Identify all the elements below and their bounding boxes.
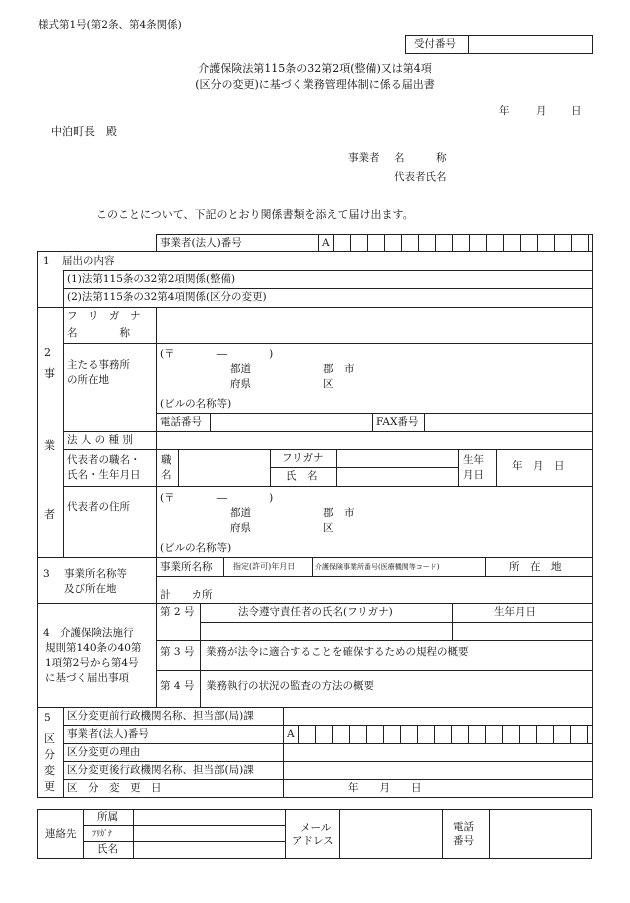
change-corp-prefix: A — [287, 728, 295, 740]
section3-label-2: 及び所在地 — [64, 583, 117, 595]
section5-char-ku: 区 — [44, 732, 55, 745]
form-number: 様式第1号(第2条、第4条関係) — [38, 19, 182, 31]
intro-text: このことについて、下記のとおり関係書類を添えて届け出ます。 — [96, 208, 414, 221]
section3-num: 3 — [43, 568, 50, 580]
office-total: 計 カ所 — [160, 589, 213, 601]
rep-mei: 名 — [161, 469, 172, 481]
receipt-box — [405, 35, 593, 54]
section4-label-1: 介護保険法施行 — [60, 627, 134, 639]
compliance-birth-header: 生年月日 — [494, 606, 536, 618]
rep-label-2: 氏名・生年月日 — [67, 469, 141, 481]
change-before-label: 区分変更前行政機関名称、担当部(局)課 — [67, 710, 254, 722]
section2-char-gyo: 業 — [44, 439, 55, 452]
rep-shoku: 職 — [161, 454, 172, 466]
rep-pref2: 府県 — [230, 522, 251, 534]
change-date-label: 区 分 変 更 日 — [67, 782, 162, 794]
contact-mail-label-2: アドレス — [292, 835, 334, 847]
location-header: 所 在 地 — [509, 561, 562, 573]
section4-label-4: に基づく届出事項 — [45, 672, 129, 684]
office-label-1: 主たる事務所 — [67, 359, 130, 371]
item-no3: 第 3 号 — [160, 646, 195, 658]
contact-tel-label-1: 電話 — [453, 821, 474, 833]
section5-char-kou: 更 — [44, 780, 55, 793]
compliance-officer-header: 法令遵守責任者の氏名(フリガナ) — [238, 606, 393, 618]
office-pref1: 都道 — [230, 363, 251, 375]
contact-kana-label: ﾌﾘｶﾞﾅ — [92, 829, 112, 838]
section3-label-1: 事業所名称等 — [64, 568, 127, 580]
birth-date: 年 月 日 — [512, 460, 565, 472]
office-ku: 区 — [323, 378, 334, 390]
date-year: 年 — [499, 105, 510, 117]
rep-label-1: 代表者の職名・ — [67, 454, 141, 466]
rep-address-label: 代表者の住所 — [67, 501, 130, 513]
rep-gun: 郡 市 — [323, 507, 355, 519]
section2-num: 2 — [44, 346, 51, 359]
fax-label: FAX番号 — [376, 416, 419, 428]
section1-num: 1 — [43, 255, 50, 267]
designation-header: 指定(許可)年月日 — [233, 562, 296, 571]
change-reason-label: 区分変更の理由 — [67, 746, 141, 758]
contact-dept-label: 所属 — [97, 811, 118, 823]
addressee: 中泊町長 殿 — [51, 125, 117, 138]
rep-furigana-label: フリガナ — [282, 452, 324, 464]
date-day: 日 — [571, 105, 582, 117]
regulation-summary-label: 業務が法令に適合することを確保するための規程の概要 — [206, 646, 469, 658]
corp-number-cells[interactable] — [333, 234, 605, 251]
change-corp-number-label: 事業者(法人)番号 — [67, 728, 149, 740]
corp-number-label: 事業者(法人)番号 — [160, 237, 242, 249]
section5-char-hen: 変 — [44, 764, 55, 777]
item-no2: 第 2 号 — [160, 606, 195, 618]
section1-item-change[interactable]: (2)法第115条の32第4項関係(区分の変更) — [67, 291, 267, 303]
contact-label: 連絡先 — [45, 828, 77, 840]
office-name-header: 事業所名称 — [160, 561, 213, 573]
contact-table — [37, 809, 592, 859]
date-month: 月 — [536, 105, 547, 117]
rep-postal: (〒 ― ) — [160, 492, 274, 504]
rep-name-label: 氏 名 — [286, 470, 318, 482]
section4-label-2: 規則第140条の40第 — [45, 642, 142, 654]
contact-name-label: 氏名 — [97, 843, 118, 855]
rep-ku: 区 — [323, 522, 334, 534]
audit-summary-label: 業務執行の状況の監査の方法の概要 — [206, 680, 374, 692]
section5-num: 5 — [44, 712, 51, 724]
rep-pref1: 都道 — [230, 507, 251, 519]
applicant-rep-label: 代表者氏名 — [394, 171, 447, 183]
contact-tel-label-2: 番号 — [453, 835, 474, 847]
office-postal: (〒 ― ) — [160, 348, 274, 360]
section4-label-3: 1項第2号から第4号 — [45, 657, 139, 669]
provider-number-header: 介護保険事業所番号(医療機関等コード) — [315, 563, 440, 571]
change-after-label: 区分変更後行政機関名称、担当部(局)課 — [67, 764, 254, 776]
office-gun: 郡 市 — [323, 363, 355, 375]
form-title-line1: 介護保険法第115条の32第2項(整備)又は第4項 — [198, 62, 432, 75]
birth-label-1: 生年 — [463, 454, 484, 466]
contact-mail-label-1: メール — [300, 822, 332, 834]
corp-number-prefix: A — [322, 237, 330, 249]
corp-type-label: 法 人 の 種 別 — [67, 434, 133, 446]
office-label-2: の所在地 — [67, 374, 109, 386]
applicant-business-label: 事業者 — [348, 152, 380, 164]
applicant-name-label: 名 称 — [394, 152, 447, 164]
name-label: 名 称 — [67, 327, 130, 339]
change-date-value: 年 月 日 — [348, 782, 422, 794]
form-title-line2: (区分の変更)に基づく業務管理体制に係る届出書 — [195, 78, 435, 91]
rep-building: (ビルの名称等) — [160, 542, 232, 554]
phone-label: 電話番号 — [160, 416, 202, 428]
section2-char-sha: 者 — [44, 508, 55, 521]
office-building: (ビルの名称等) — [160, 398, 232, 410]
office-pref2: 府県 — [230, 378, 251, 390]
section1-item-maintenance[interactable]: (1)法第115条の32第2項関係(整備) — [67, 273, 236, 285]
section4-num: 4 — [43, 627, 50, 639]
section1-title: 届出の内容 — [62, 255, 115, 267]
furigana-label: フ リ ガ ナ — [67, 310, 141, 322]
birth-label-2: 月日 — [463, 469, 484, 481]
item-no4: 第 4 号 — [160, 680, 195, 692]
section2-char-ji: 事 — [44, 367, 55, 380]
section5-char-bun: 分 — [44, 748, 55, 761]
change-corp-number-cells[interactable] — [298, 725, 604, 743]
receipt-label: 受付番号 — [414, 38, 456, 50]
